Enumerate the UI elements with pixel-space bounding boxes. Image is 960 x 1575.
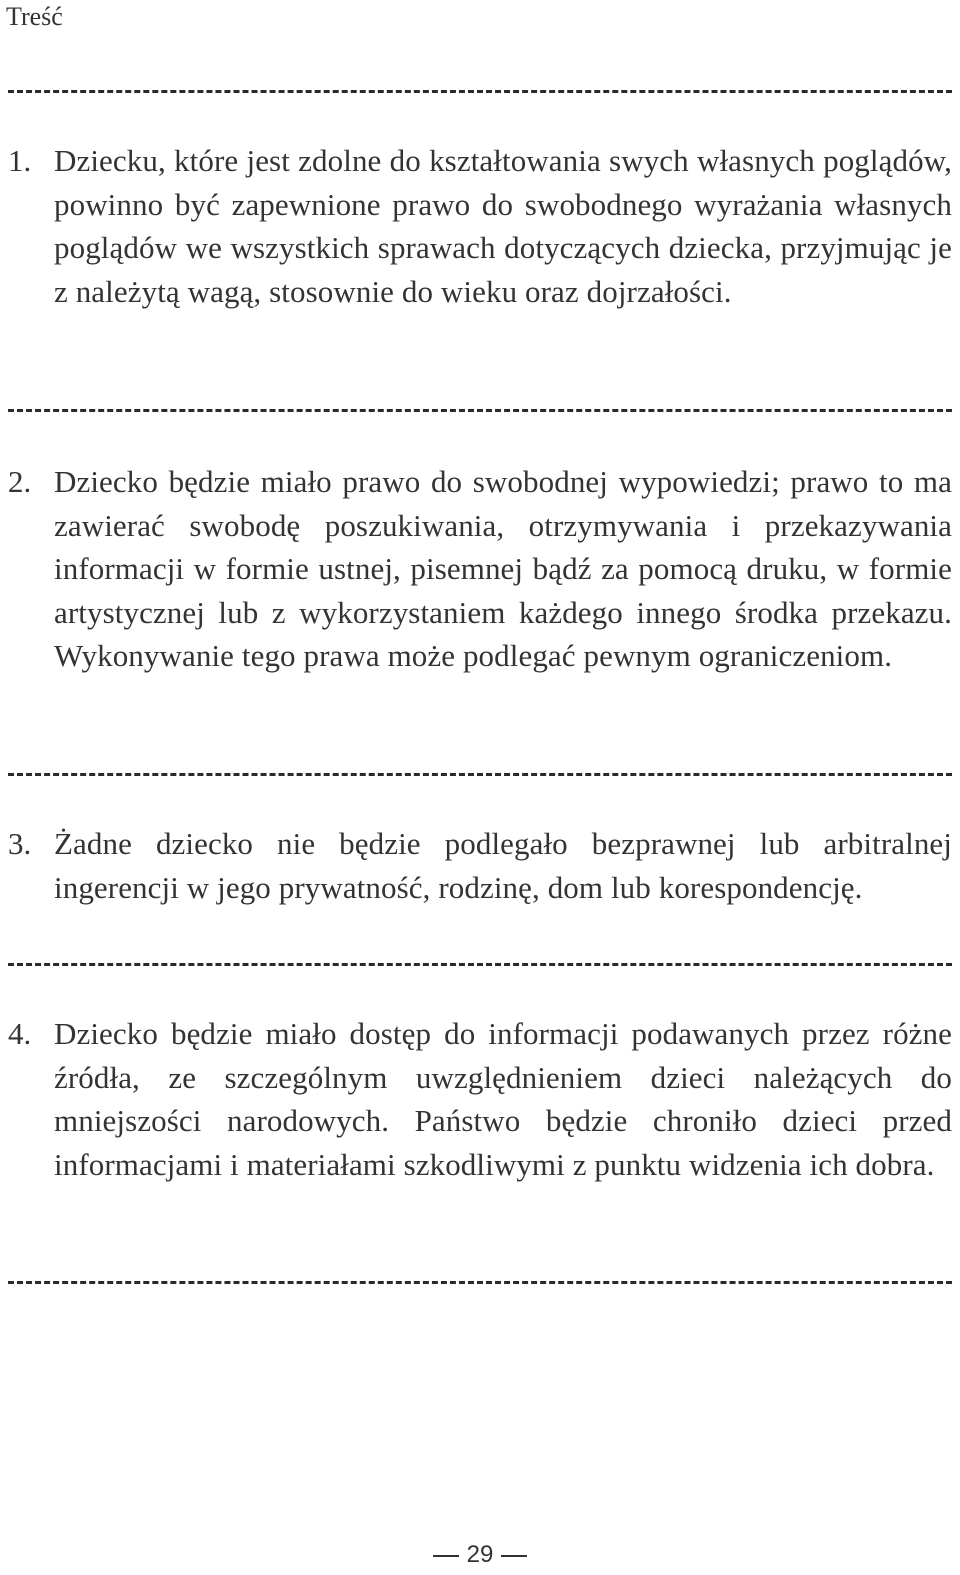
page-footer [0,1540,960,1570]
list-item [8,460,952,678]
section-heading: Treść [6,2,63,31]
dashed-divider [8,963,952,966]
page-number: 29 [466,1541,494,1568]
dashed-divider [8,1281,952,1284]
list-item [8,822,952,909]
list-item [8,1012,952,1186]
dashed-divider [8,409,952,412]
item-text: Dziecko będzie miało dostęp do informacji podawanych przez różne źródła, ze szczególnym uwzględnieniem dzieci należących do mniejszości narodowych. Państwo będzie chroniło dzieci przed informacjami i materiałami szkodliwymi z punktu widzenia ich dobra. [54,1016,952,1182]
item-number: 1. [8,143,32,178]
item-text: Dziecko będzie miało prawo do swobodnej wypowiedzi; prawo to ma zawierać swobodę poszukiwania, otrzymywania i przekazywania informacji w formie ustnej, pisemnej bądź za pomocą druku, w formie artystycznej lub z wykorzystaniem każdego innego środka przekazu. Wykonywanie tego prawa może podlegać pewnym ograniczeniom. [54,464,952,673]
item-text: Dziecku, które jest zdolne do kształtowania swych własnych poglądów, powinno być zapewnione prawo do swobodnego wyrażania własnych poglądów we wszystkich sprawach dotyczących dziecka, przyjmując je z należytą wagą, stosownie do wieku oraz dojrzałości. [54,143,952,309]
footer-rule-left [433,1555,459,1557]
dashed-divider [8,90,952,93]
item-number: 4. [8,1016,32,1051]
footer-rule-right [501,1555,527,1557]
item-text: Żadne dziecko nie będzie podlegało bezprawnej lub arbitralnej ingerencji w jego prywatność, rodzinę, dom lub korespondencję. [54,826,952,905]
item-number: 3. [8,826,32,861]
item-number: 2. [8,464,32,499]
list-item [8,139,952,313]
dashed-divider [8,773,952,776]
